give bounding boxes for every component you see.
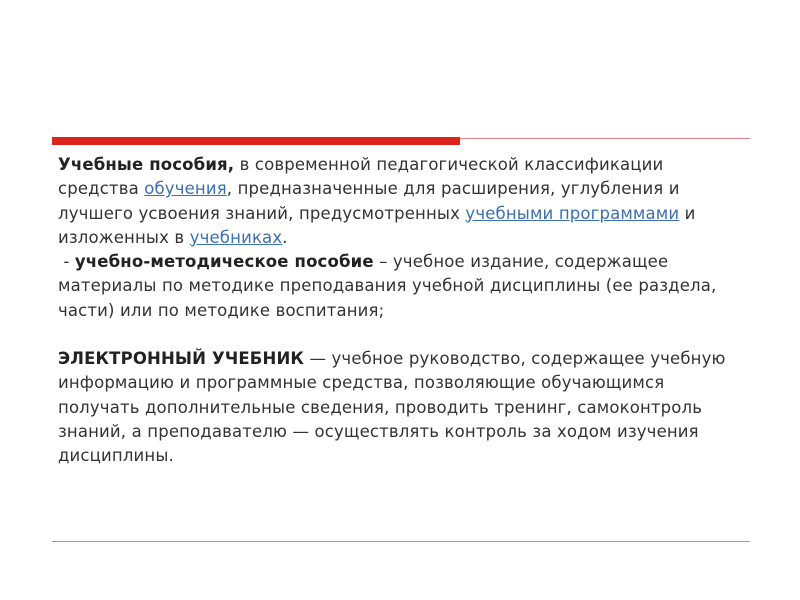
bottom-divider-line xyxy=(52,541,750,542)
link-obucheniya[interactable]: обучения xyxy=(144,179,227,199)
paragraph1-text-2: , предназначенные для расширения, углубления и лучшего усвоения знаний, предусмотренных xyxy=(58,179,680,223)
slide-body xyxy=(58,153,738,469)
term-elektronnyi-uchebnik: ЭЛЕКТРОННЫЙ УЧЕБНИК xyxy=(58,349,305,369)
paragraph-uchebno-metodicheskoe xyxy=(58,250,738,323)
paragraph-uchebnye-posobiya xyxy=(58,153,738,250)
paragraph1-text-4: . xyxy=(282,227,288,247)
paragraph-spacer xyxy=(58,323,738,347)
paragraph1-text-3: и изложенных в xyxy=(58,203,696,247)
term-uchebnye-posobiya: Учебные пособия, xyxy=(58,155,235,174)
link-uchebnikah[interactable]: учебниках xyxy=(189,227,283,247)
paragraph1-text-1: в современной педагогической классификации средства xyxy=(58,155,664,199)
accent-bar xyxy=(52,137,460,145)
paragraph2-text: – учебное издание, содержащее материалы по методике преподавания учебной дисциплины (ее раздела, части) или по методике воспитания; xyxy=(58,252,717,320)
paragraph3-text: — учебное руководство, содержащее учебную информацию и программные средства, позволяющие обучающимся получать дополнительные сведения, проводить тренинг, самоконтроль знаний, а преподавателю — осуществлять контроль за ходом изучения дисциплины. xyxy=(58,349,726,466)
paragraph2-lead: - xyxy=(58,252,75,272)
link-uchebnymi-programmami[interactable]: учебными программами xyxy=(465,203,680,223)
term-uchebno-metodicheskoe: учебно-методическое пособие xyxy=(74,252,374,272)
paragraph-elektronnyi-uchebnik xyxy=(58,347,738,468)
top-divider-line xyxy=(460,138,750,139)
